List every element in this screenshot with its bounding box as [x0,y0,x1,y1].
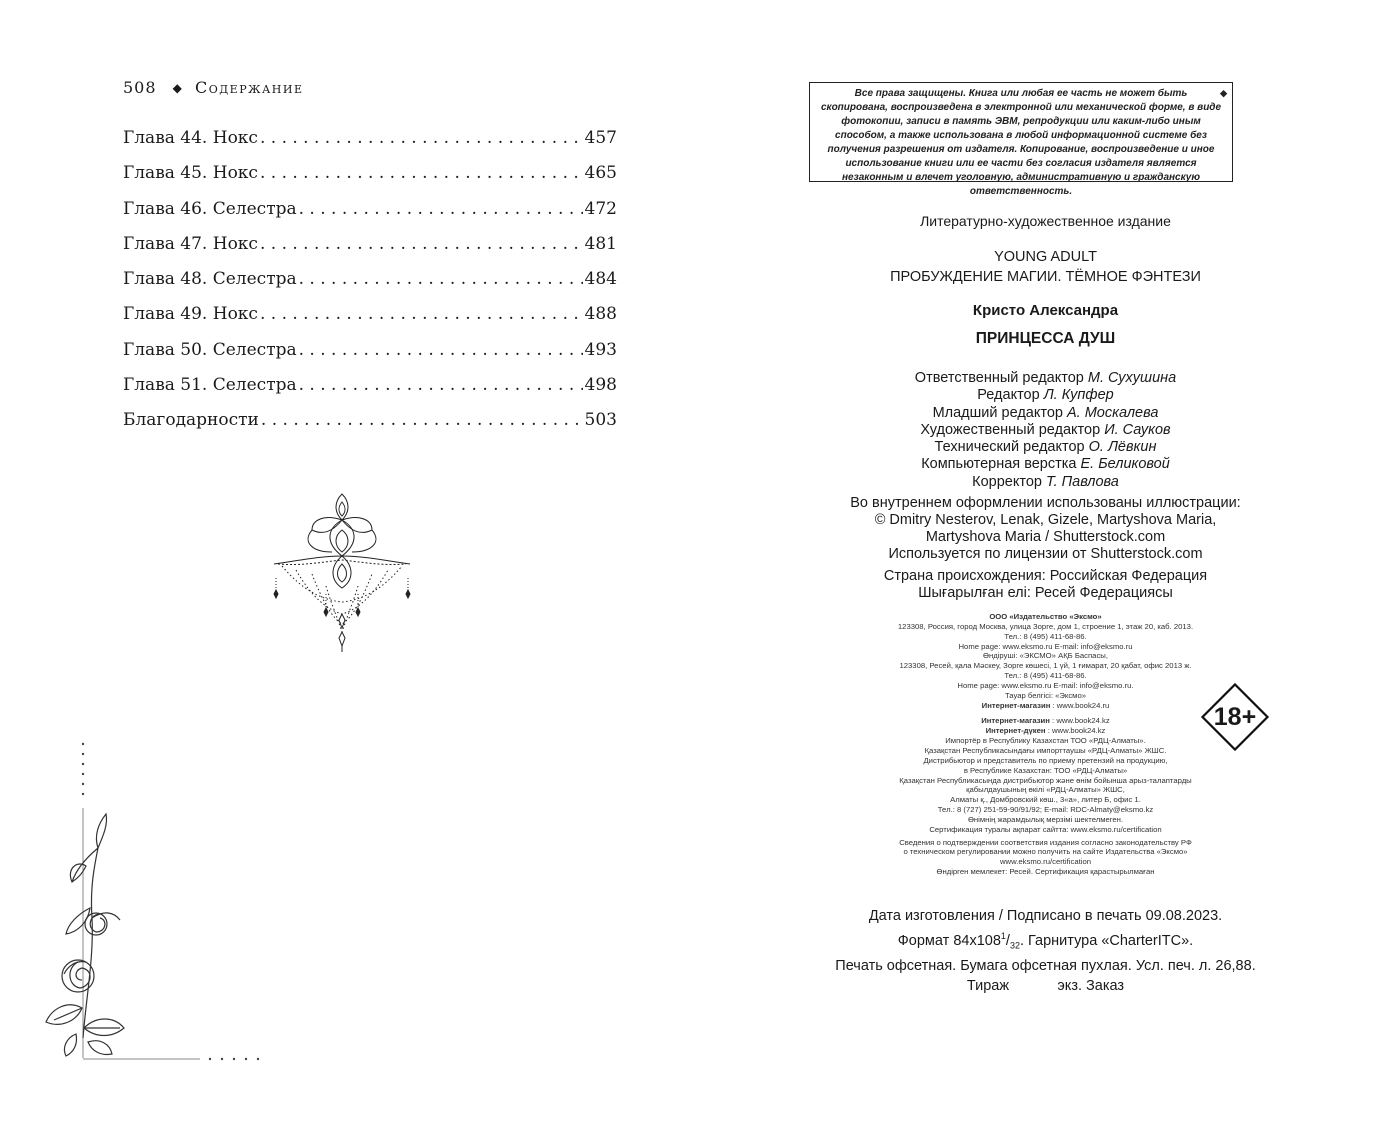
diamond-icon: ◆ [1220,88,1227,98]
publisher-line: қабылдаушының өкілі «РДЦ-Алматы» ЖШС, [966,785,1125,795]
age-rating-badge [1199,681,1271,753]
toc-entry-page: 472 [584,198,617,219]
staff-line: Ответственный редактор М. Сухушина [914,370,1177,386]
copyright-notice: Все права защищены. Книга или любая ее часть не может быть скопирована, воспроизведена в электронной или механической форме, в виде фотокопии, записи в память ЭВМ, репродукции или каким-либо иным способом, а также использована в любой информационной системе без получения разрешения от издателя. Копирование, воспроизведение и иное использование книги или ее части без согласия издателя является незаконным и влечет уголовную, административную и гражданскую ответственность. [820,88,1222,197]
country-line: Страна происхождения: Российская Федерация [883,568,1208,584]
toc-entry[interactable] [123,269,617,304]
toc-entry-title: Глава 49. Нокс [123,304,258,325]
staff-line: Редактор Л. Купфер [977,387,1114,404]
diamond-icon: ◆ [172,81,183,95]
publisher-line: Сертификация туралы ақпарат сайтта: www.eksmo.ru/certification [929,824,1162,834]
toc-entry[interactable] [123,234,617,269]
staff-line: Корректор Т. Павлова [972,473,1119,490]
toc-entry[interactable] [123,163,617,198]
print-format-line: Формат $84х108^1/_{32}$. Гарнитура «CharterITC». [897,931,1194,951]
publisher-line: Тауар белгісі: «Эксмо» [1004,690,1087,700]
country-line: Шығарылған елі: Ресей Федерациясы [918,585,1173,601]
toc-entry-page: 493 [584,339,617,360]
table-of-contents [123,128,617,446]
publisher-line: Қазақстан Республикасындағы импорттаушы «РДЦ-Алматы» ЖШС. [924,745,1167,755]
print-line: Печать офсетная. Бумага офсетная пухлая. Усл. печ. л. 26,88. [835,957,1256,974]
toc-leader-dots [299,199,583,219]
publisher-line: Қазақстан Республикасында дистрибьютор және өнім бойынша арыз-талаптарды [899,775,1192,785]
country-of-origin [697,568,1394,602]
credit-line: Martyshova Maria / Shutterstock.com [925,529,1166,545]
toc-leader-dots [299,269,583,289]
toc-entry-page: 484 [584,269,617,290]
staff-line: Художественный редактор И. Сауков [920,421,1171,438]
rose-corner-decoration-icon [38,738,278,1072]
online-shop-line: Интернет-магазин : www.book24.ru [981,700,1110,710]
toc-leader-dots [260,304,583,324]
toc-entry-page: 498 [584,375,617,396]
age-rating: 18+ [1213,703,1257,731]
staff-line: Компьютерная верстка Е. Беликовой [921,456,1170,473]
right-page [697,0,1394,1125]
staff-line: Технический редактор О. Лёвкин [934,439,1157,456]
illustration-credits [697,495,1394,563]
publisher-line: Home page: www.eksmo.ru E-mail: info@eksmo.ru. [957,680,1134,690]
print-info [697,906,1394,996]
running-head [123,78,304,97]
credit-line: Используется по лицензии от Shutterstock.com [888,546,1203,562]
toc-entry-page: 488 [584,304,617,325]
print-line: Тираж экз. Заказ [966,977,1125,994]
publisher-line: Өндіруші: «ЭКСМО» АҚБ Баспасы, [983,651,1108,661]
author-name: Кристо Александра [972,302,1119,319]
toc-entry-title: Глава 44. Нокс [123,128,258,148]
toc-leader-dots [299,340,583,360]
staff-line: Младший редактор А. Москалева [932,404,1159,421]
publisher-line: Тел.: 8 (495) 411-68-86. [1004,671,1087,681]
toc-leader-dots [261,410,583,430]
toc-entry-title: Глава 48. Селестра [123,269,297,290]
toc-entry-title: Глава 50. Селестра [123,339,297,360]
certification-line: Сведения о подтверждении соответствия издания согласно законодательству РФ [899,837,1192,847]
running-title: Содержание [194,78,304,97]
publisher-company: ООО «Издательство «Эксмо» [989,612,1102,621]
toc-leader-dots [299,375,583,395]
toc-entry[interactable] [123,304,617,339]
toc-leader-dots [260,234,583,254]
toc-entry-page: 457 [584,128,617,148]
toc-entry[interactable] [123,128,617,163]
page-number: 508 [123,78,157,97]
book-title: ПРИНЦЕССА ДУШ [975,330,1116,347]
toc-entry-page: 503 [584,410,617,431]
toc-entry-title: Благодарности [123,410,259,431]
publisher-line: Тел.: 8 (727) 251-59-90/91/92; E-mail: RDC-Almaty@eksmo.kz [937,805,1154,815]
toc-entry-page: 465 [584,163,617,184]
online-shop-line: Интернет-дүкен : www.book24.kz [985,726,1106,736]
toc-entry-title: Глава 46. Селестра [123,198,297,219]
toc-leader-dots [260,128,583,148]
staff-credits [697,370,1394,491]
toc-entry-title: Глава 45. Нокс [123,163,258,184]
publisher-info [697,612,1394,877]
publisher-line: Алматы қ., Домбровский көш., 3«а», литер Б, офис 1. [950,795,1141,805]
lotus-ornament-icon [272,490,412,659]
publisher-line: Дистрибьютор и представитель по приему претензий на продукцию, [923,755,1168,765]
toc-entry-page: 481 [584,233,617,254]
series-line: ПРОБУЖДЕНИЕ МАГИИ. ТЁМНОЕ ФЭНТЕЗИ [890,269,1201,285]
publisher-line: 123308, Ресей, қала Мәскеу, Зорге көшесі, 1 үй, 1 ғимарат, 20 қабат, офис 2013 ж. [899,661,1192,671]
edition-type: Литературно-художественное издание [920,213,1171,229]
toc-entry-title: Глава 51. Селестра [123,375,297,396]
toc-entry[interactable] [123,340,617,375]
series-block [697,247,1394,287]
series-line: YOUNG ADULT [994,249,1097,265]
publisher-line: Тел.: 8 (495) 411-68-86. [1004,631,1087,641]
certification-line: Өндірген мемлекет: Ресей. Сертификация қарастырылмаған [936,867,1155,877]
toc-entry[interactable] [123,375,617,410]
toc-entry-title: Глава 47. Нокс [123,233,258,254]
toc-leader-dots [260,163,583,183]
publisher-line: в Республике Казахстан: ТОО «РДЦ-Алматы» [963,765,1128,775]
publisher-line: Home page: www.eksmo.ru E-mail: info@eksmo.ru [958,641,1133,651]
publisher-line: Импортёр в Республику Казахстан ТОО «РДЦ-Алматы». [945,736,1146,746]
toc-entry[interactable] [123,410,617,445]
publisher-line: 123308, Россия, город Москва, улица Зорге, дом 1, строение 1, этаж 20, каб. 2013. [897,621,1194,631]
publisher-line: Өнімнің жарамдылық мерзімі шектелмеген. [967,814,1124,824]
copyright-notice-box [809,82,1233,197]
toc-entry[interactable] [123,199,617,234]
certification-line: о техническом регулировании можно получить на сайте Издательства «Эксмо» [903,847,1188,857]
credit-line: Во внутреннем оформлении использованы иллюстрации: [850,495,1241,511]
certification-line: www.eksmo.ru/certification [1000,857,1091,867]
print-line: Дата изготовления / Подписано в печать 09.08.2023. [868,908,1223,924]
online-shop-line: Интернет-магазин : www.book24.kz [981,716,1110,726]
credit-line: © Dmitry Nesterov, Lenak, Gizele, Martyshova Maria, [874,512,1217,528]
